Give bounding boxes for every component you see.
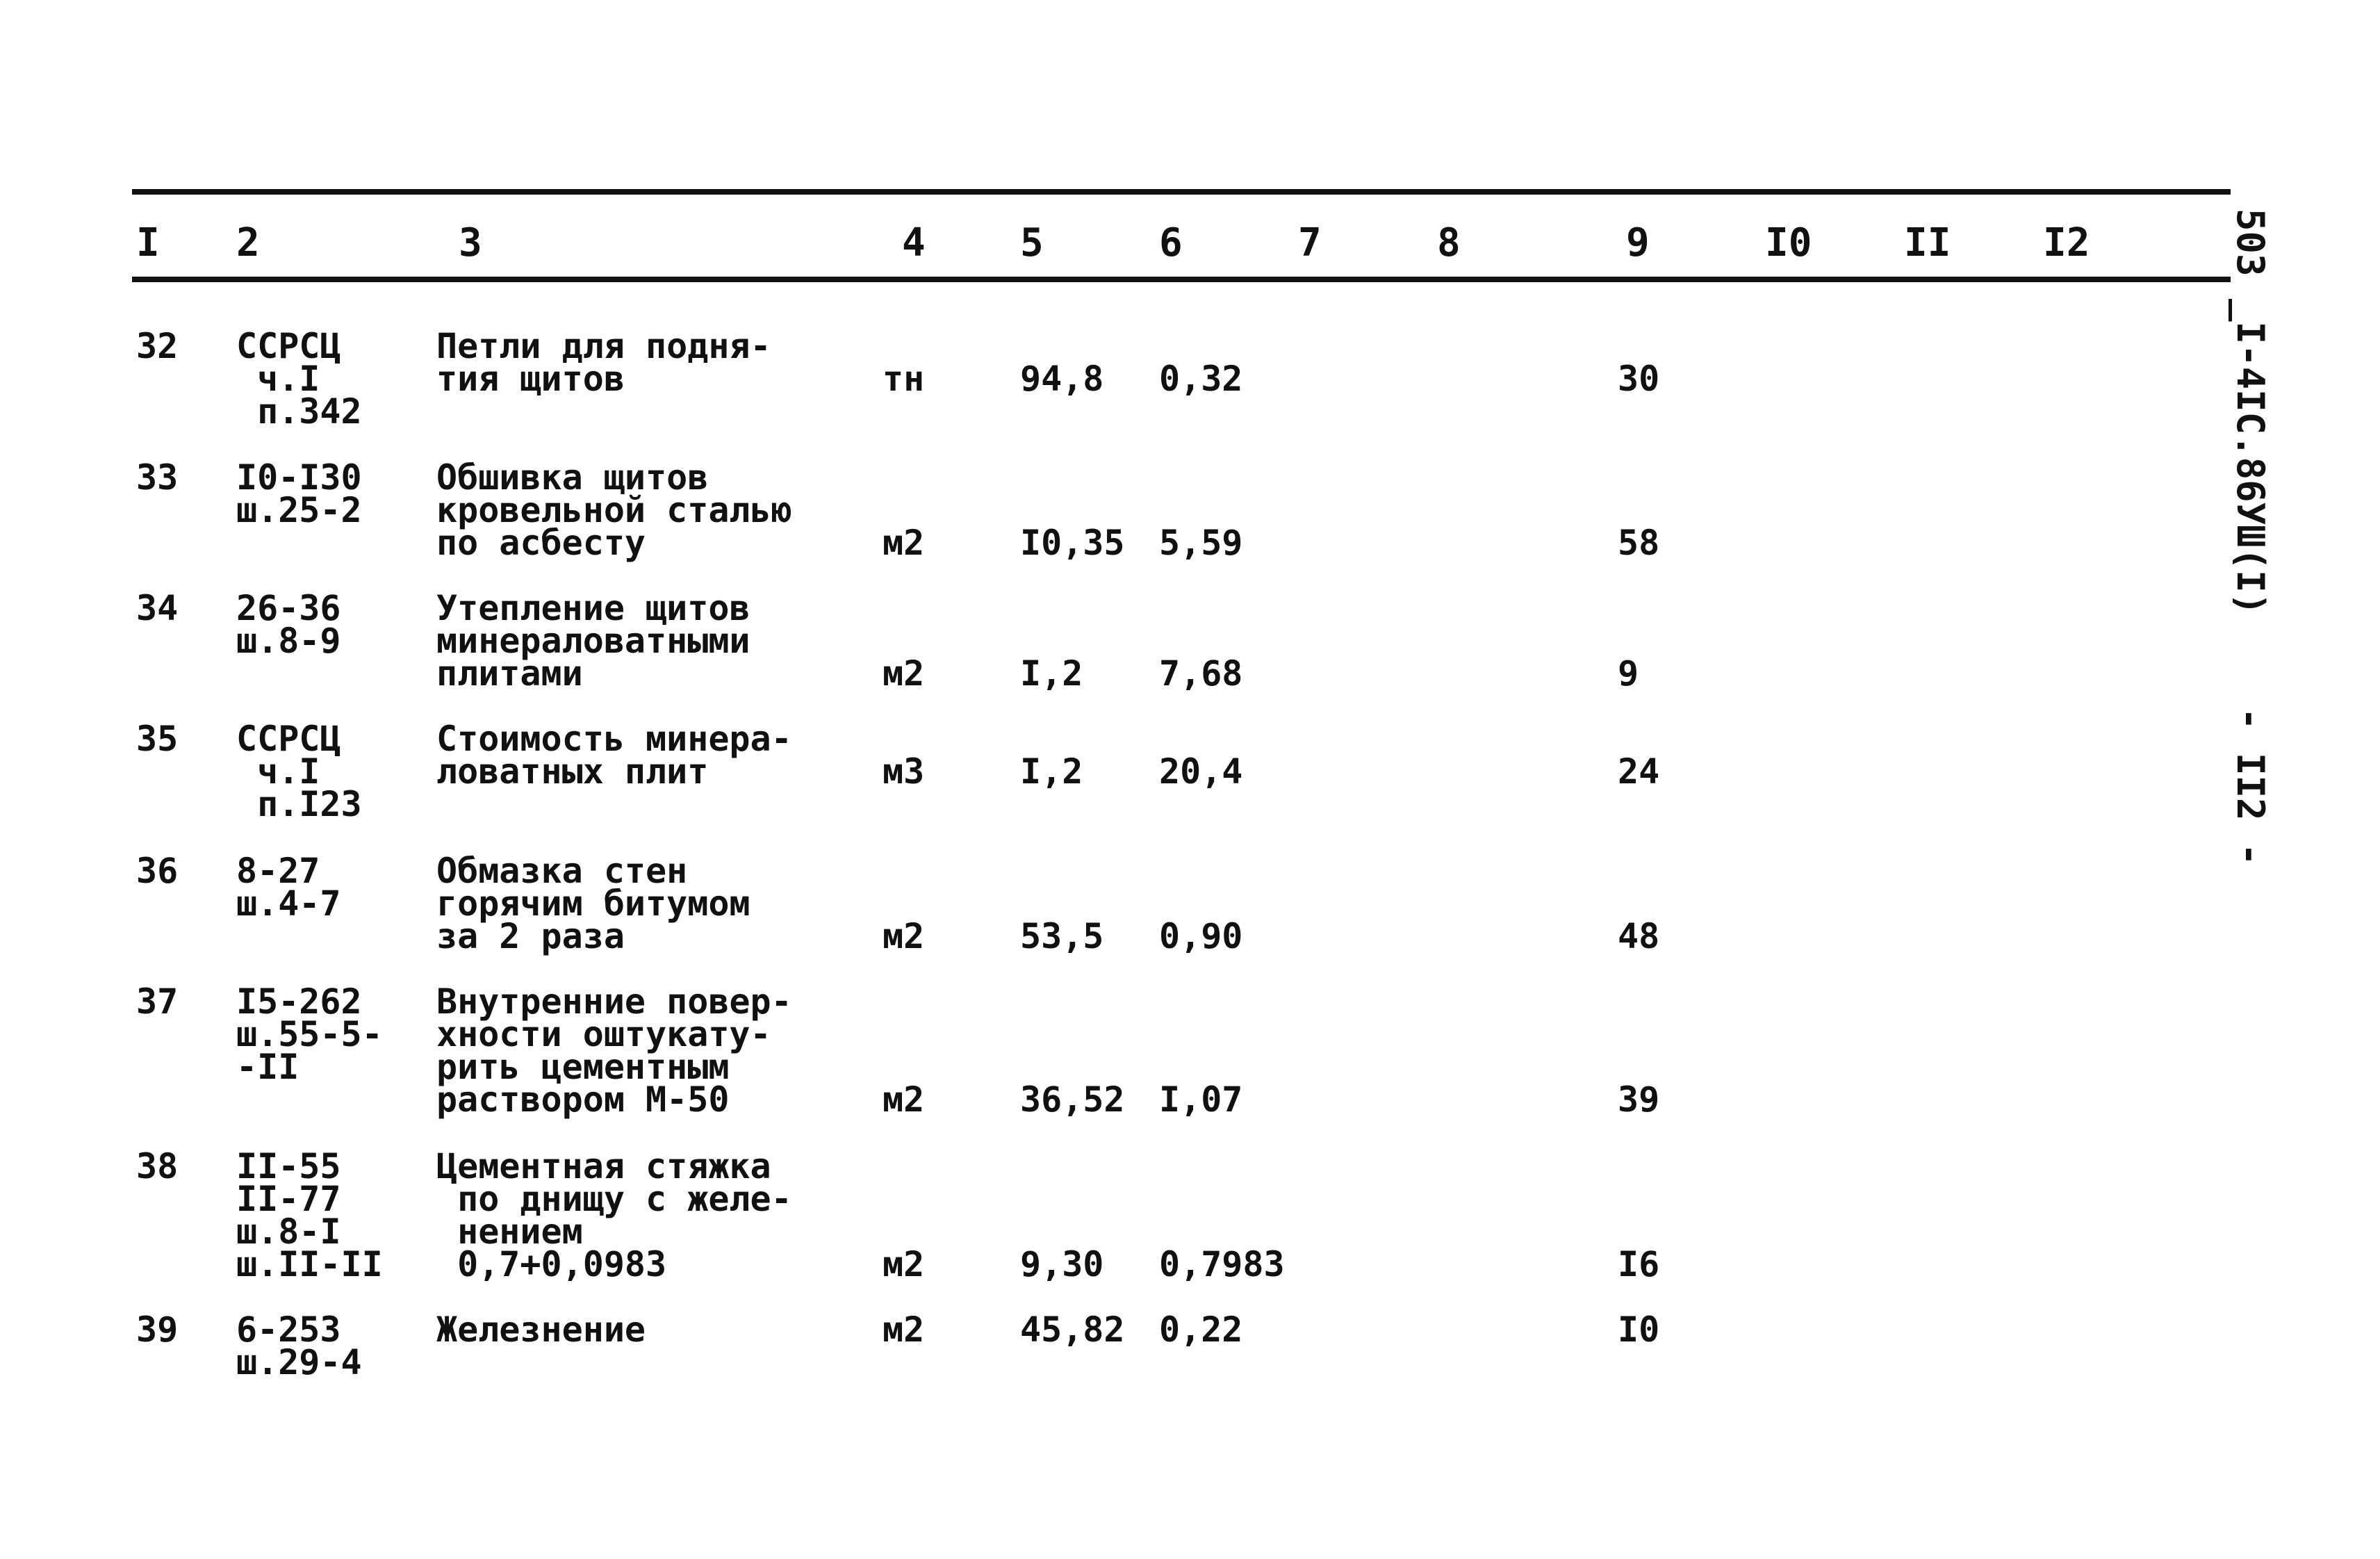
page-number: - II2 - xyxy=(2229,708,2272,866)
header-rule xyxy=(132,277,2231,282)
work-description: Обшивка щитов кровельной сталью по асбесту xyxy=(436,457,792,563)
unit-price-value: 0,22 xyxy=(1159,1309,1243,1350)
row-number: 39 xyxy=(136,1309,179,1350)
column-number-10: I0 xyxy=(1765,220,1812,266)
column-number-12: I2 xyxy=(2043,220,2090,266)
top-rule xyxy=(132,189,2231,195)
quantity-value: 9,30 xyxy=(1020,1244,1104,1284)
rate-reference: 8-27 ш.4-7 xyxy=(236,851,341,924)
column-number-5: 5 xyxy=(1020,220,1044,266)
column-number-8: 8 xyxy=(1437,220,1461,266)
row-number: 37 xyxy=(136,981,179,1022)
total-cost-value: 58 xyxy=(1618,523,1660,563)
unit-of-measure: м2 xyxy=(883,1309,925,1350)
total-cost-value: 48 xyxy=(1618,916,1660,956)
unit-of-measure: м2 xyxy=(883,653,925,694)
work-description: Обмазка стен горячим битумом за 2 раза xyxy=(436,851,750,956)
total-cost-value: I6 xyxy=(1618,1244,1660,1284)
column-number-7: 7 xyxy=(1298,220,1322,266)
column-number-4: 4 xyxy=(902,220,926,266)
unit-price-value: 0,32 xyxy=(1159,359,1243,399)
total-cost-value: 30 xyxy=(1618,359,1660,399)
row-number: 35 xyxy=(136,719,179,759)
quantity-value: I,2 xyxy=(1020,751,1083,792)
row-number: 38 xyxy=(136,1146,179,1186)
document-code: 503 _I-4IC.86УШ(I) xyxy=(2229,209,2272,616)
rate-reference: 26-36 ш.8-9 xyxy=(236,588,341,661)
work-description: Стоимость минера- ловатных плит xyxy=(436,719,792,792)
column-number-11: II xyxy=(1904,220,1951,266)
work-description: Петли для подня- тия щитов xyxy=(436,326,771,399)
unit-price-value: 0,90 xyxy=(1159,916,1243,956)
row-number: 33 xyxy=(136,457,179,498)
row-number: 36 xyxy=(136,851,179,891)
unit-price-value: 20,4 xyxy=(1159,751,1243,792)
unit-price-value: 7,68 xyxy=(1159,653,1243,694)
total-cost-value: 9 xyxy=(1618,653,1639,694)
quantity-value: I0,35 xyxy=(1020,523,1125,563)
quantity-value: 94,8 xyxy=(1020,359,1104,399)
quantity-value: 53,5 xyxy=(1020,916,1104,956)
column-number-3: 3 xyxy=(459,220,482,266)
total-cost-value: I0 xyxy=(1618,1309,1660,1350)
quantity-value: 45,82 xyxy=(1020,1309,1125,1350)
quantity-value: I,2 xyxy=(1020,653,1083,694)
unit-of-measure: м2 xyxy=(883,523,925,563)
rate-reference: ССРСЦ ч.I п.I23 xyxy=(236,719,362,824)
rate-reference: I0-I30 ш.25-2 xyxy=(236,457,362,530)
unit-price-value: 5,59 xyxy=(1159,523,1243,563)
work-description: Цементная стяжка по днищу с желе- нением 0,7+0,0983 xyxy=(436,1146,792,1284)
rate-reference: 6-253 ш.29-4 xyxy=(236,1309,362,1382)
unit-of-measure: м2 xyxy=(883,1244,925,1284)
column-number-1: I xyxy=(136,220,160,266)
column-number-2: 2 xyxy=(236,220,260,266)
total-cost-value: 39 xyxy=(1618,1079,1660,1120)
rate-reference: II-55 II-77 ш.8-I ш.II-II xyxy=(236,1146,383,1284)
work-description: Железнение xyxy=(436,1309,646,1350)
unit-of-measure: тн xyxy=(883,359,925,399)
work-description: Утепление щитов минераловатными плитами xyxy=(436,588,750,694)
unit-price-value: I,07 xyxy=(1159,1079,1243,1120)
unit-of-measure: м2 xyxy=(883,916,925,956)
quantity-value: 36,52 xyxy=(1020,1079,1125,1120)
total-cost-value: 24 xyxy=(1618,751,1660,792)
rate-reference: ССРСЦ ч.I п.342 xyxy=(236,326,362,432)
unit-of-measure: м2 xyxy=(883,1079,925,1120)
unit-of-measure: м3 xyxy=(883,751,925,792)
row-number: 34 xyxy=(136,588,179,628)
work-description: Внутренние повер- хности оштукату- рить цементным раствором М-50 xyxy=(436,981,792,1120)
row-number: 32 xyxy=(136,326,179,366)
column-number-6: 6 xyxy=(1159,220,1183,266)
column-number-9: 9 xyxy=(1626,220,1650,266)
rate-reference: I5-262 ш.55-5- -II xyxy=(236,981,383,1087)
unit-price-value: 0,7983 xyxy=(1159,1244,1285,1284)
